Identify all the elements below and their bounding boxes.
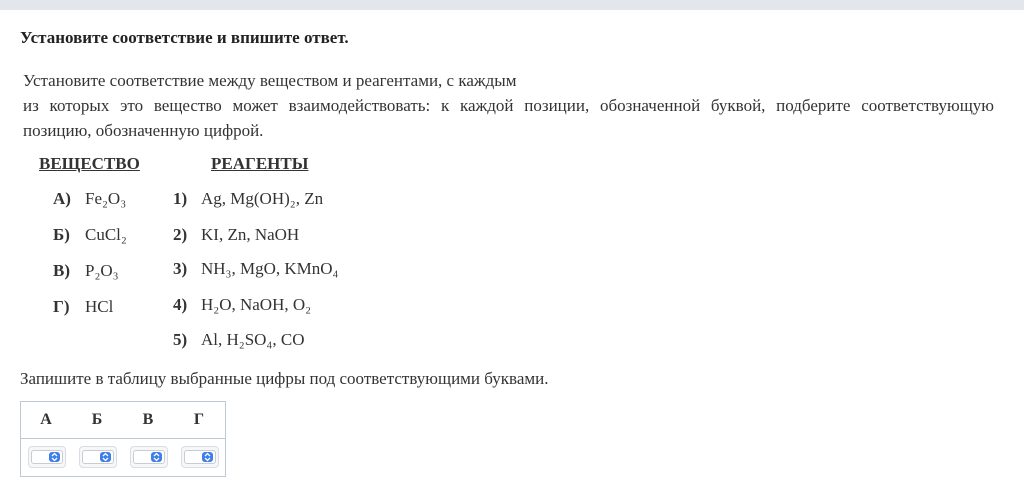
substance-formula: CuCl₂ (85, 225, 127, 244)
reagent-key: 4) (173, 295, 188, 314)
select-arrows-icon (151, 452, 162, 462)
substance-key: А) (53, 189, 71, 208)
reagent-row (173, 189, 323, 209)
reagent-formula: H₂O, NaOH, O₂ (201, 295, 312, 314)
substance-key: Б) (53, 225, 70, 244)
column-header-a: А (40, 411, 52, 428)
reagent-key: 1) (173, 189, 188, 208)
substance-row (53, 297, 113, 317)
select-arrows-icon (49, 452, 60, 462)
column-header-b: Б (91, 411, 103, 428)
answer-select-v[interactable] (130, 446, 168, 468)
reagent-row (173, 225, 299, 245)
question-line-2: из которых это вещество может взаимодействовать: к каждой позиции, обозначенной буквой, подберите соответствующую (23, 96, 994, 115)
reagents-header: РЕАГЕНТЫ (211, 154, 309, 173)
reagent-row (173, 295, 311, 315)
column-header-v: В (142, 411, 154, 428)
answer-select-g[interactable] (181, 446, 219, 468)
question-line-3: позицию, обозначенную цифрой. (23, 121, 264, 140)
select-arrows-icon (202, 452, 213, 462)
substance-row (53, 225, 127, 245)
substance-formula: P₂O₃ (85, 261, 119, 280)
substance-key: В) (53, 261, 70, 280)
reagent-key: 5) (173, 330, 188, 349)
reagent-formula: Ag, Mg(OH)₂, Zn (201, 189, 324, 208)
reagent-key: 3) (173, 259, 188, 278)
answer-table (20, 401, 226, 477)
reagent-key: 2) (173, 225, 188, 244)
select-box (133, 450, 165, 464)
substance-formula: Fe₂O₃ (85, 189, 127, 208)
answer-select-a[interactable] (28, 446, 66, 468)
task-title: Установите соответствие и впишите ответ. (20, 28, 349, 47)
answer-instruction: Запишите в таблицу выбранные цифры под соответствующими буквами. (20, 369, 549, 388)
reagent-formula: NH₃, MgO, KMnO₄ (201, 259, 339, 278)
select-box (31, 450, 63, 464)
answer-table-header (21, 402, 225, 439)
select-box (184, 450, 216, 464)
substance-key: Г) (53, 297, 70, 316)
question-line-1: Установите соответствие между веществом и реагентами, с каждым (23, 71, 517, 90)
answer-select-b[interactable] (79, 446, 117, 468)
substance-row (53, 261, 119, 281)
substance-row (53, 189, 126, 209)
select-box (82, 450, 114, 464)
select-arrows-icon (100, 452, 111, 462)
column-header-g: Г (193, 411, 205, 428)
reagent-formula: KI, Zn, NaOH (201, 225, 300, 244)
reagent-row (173, 259, 338, 279)
reagent-formula: Al, H₂SO₄, CO (201, 330, 305, 349)
substances-header: ВЕЩЕСТВО (39, 154, 140, 173)
question-text (23, 68, 994, 143)
substance-formula: HCl (85, 297, 114, 316)
top-bar (0, 0, 1024, 10)
reagent-row (173, 330, 304, 350)
